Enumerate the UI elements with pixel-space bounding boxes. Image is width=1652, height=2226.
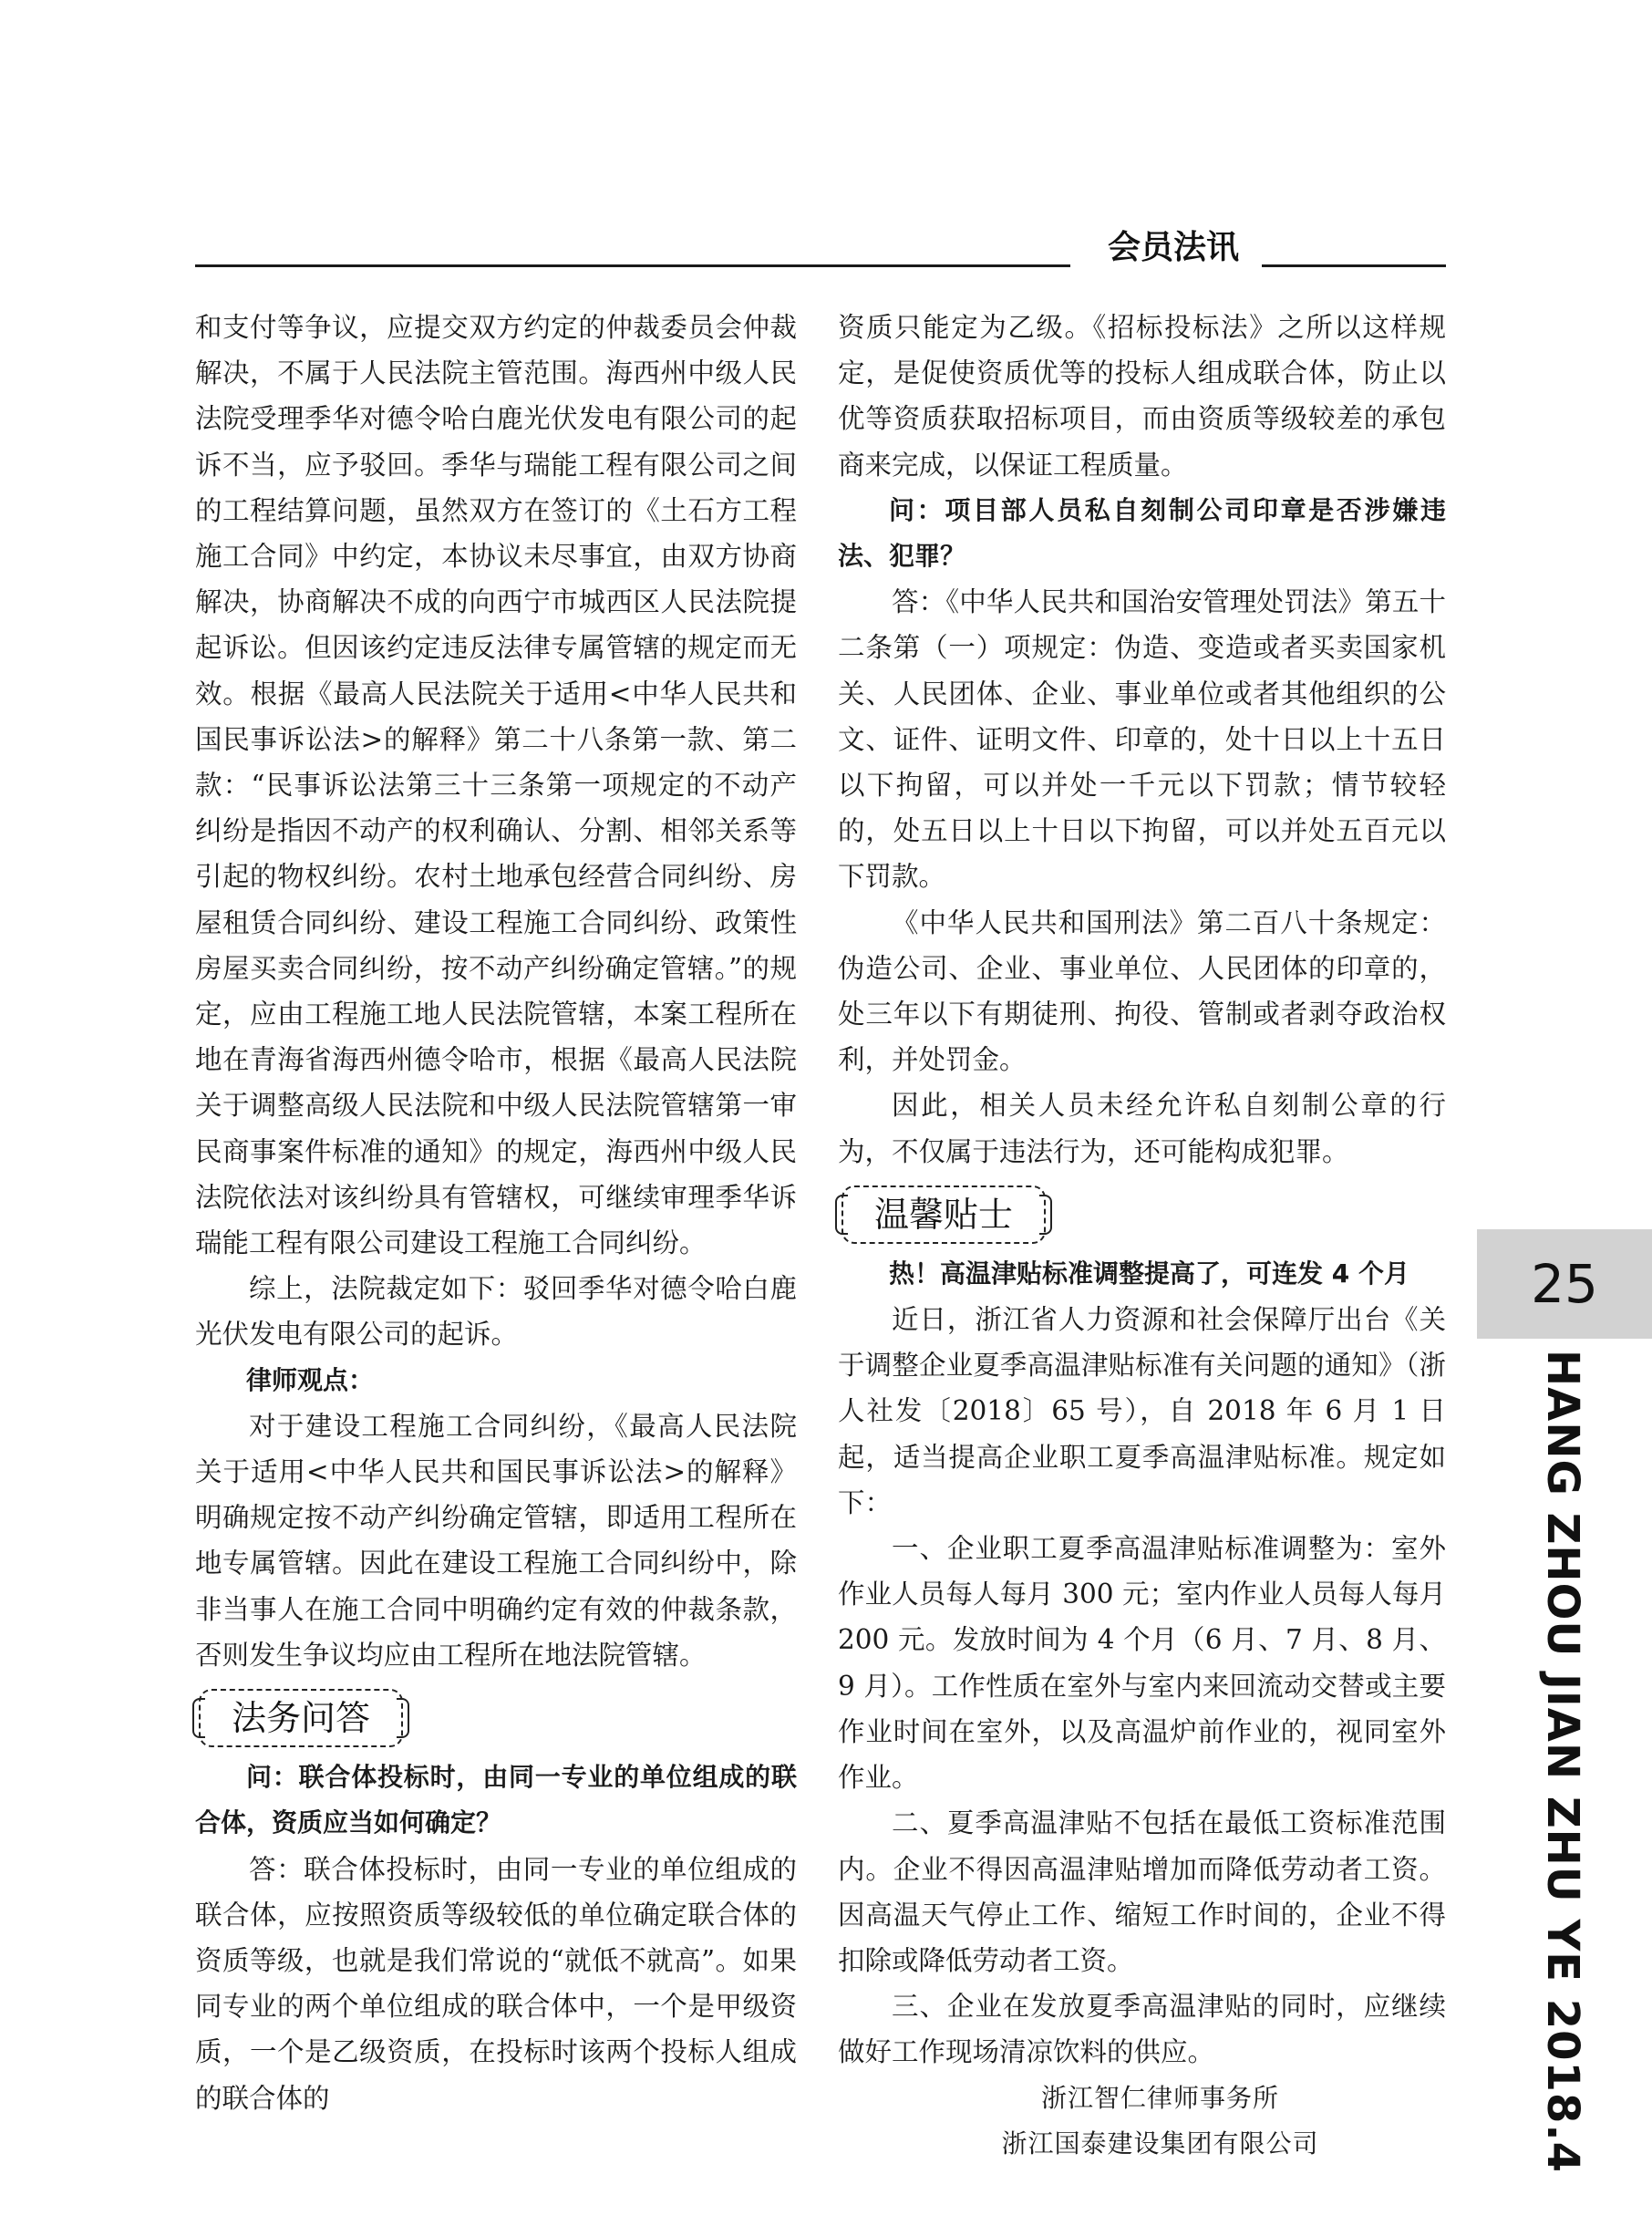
page-number: 25 [1531, 1253, 1598, 1315]
paragraph: 资质只能定为乙级。《招标投标法》之所以这样规定，是促使资质优等的投标人组成联合体，防止以优等资质获取招标项目，而由资质等级较差的承包商来完成，以保证工程质量。 [838, 312, 1446, 481]
paragraph: 综上，法院裁定如下：驳回季华对德令哈白鹿光伏发电有限公司的起诉。 [195, 1273, 797, 1351]
paragraph: 和支付等争议，应提交双方约定的仲裁委员会仲裁解决，不属于人民法院主管范围。海西州中级人民法院受理季华对德令哈白鹿光伏发电有限公司的起诉不当，应予驳回。季华与瑞能工程有限公司之间的工程结算问题，虽然双方在签订的《土石方工程施工合同》中约定，本协议未尽事宜，由双方协商解决，协商解决不成的向西宁市城西区人民法院提起诉讼。但因该约定违反法律专属管辖的规定而无效。根据《最高人民法院关于适用<中华人民共和国民事诉讼法>的解释》第二十八条第一款、第二款：“民事诉讼法第三十三条第一项规定的不动产纠纷是指因不动产的权利确认、分割、相邻关系等引起的物权纠纷。农村土地承包经营合同纠纷、房屋租赁合同纠纷、建设工程施工合同纠纷、政策性房屋买卖合同纠纷，按不动产纠纷确定管辖。”的规定，应由工程施工地人民法院管辖，本案工程所在地在青海省海西州德令哈市，根据《最高人民法院关于调整高级人民法院和中级人民法院管辖第一审民商事案件标准的通知》的规定，海西州中级人民法院依法对该纠纷具有管辖权，可继续审理季华诉瑞能工程有限公司建设工程施工合同纠纷。 [195, 312, 797, 1259]
bracket-left-ornament [192, 1698, 205, 1738]
tip-heading: 热！高温津贴标准调整提高了，可连发 4 个月 [889, 1258, 1409, 1289]
question-heading: 问：联合体投标时，由同一专业的单位组成的联合体，资质应当如何确定？ [195, 1762, 797, 1838]
journal-vertical-title [1537, 1350, 1588, 2173]
question-heading: 问：项目部人员私自刻制公司印章是否涉嫌违法、犯罪？ [838, 494, 1446, 572]
bracket-right-ornament [1039, 1195, 1052, 1235]
paragraph: 一、企业职工夏季高温津贴标准调整为：室外作业人员每人每月 300 元；室内作业人员每人每月 200 元。发放时间为 4 个月（6 月、7 月、8 月、9 月）。工作性质在室外与室内来回流动交替或主要作业时间在室外，以及高温炉前作业的，视同室外作业。 [838, 1533, 1446, 1794]
journal-name-issue: HANG ZHOU JIAN ZHU YE 2018.4 [1537, 1350, 1588, 2173]
left-column [195, 305, 797, 2121]
paragraph: 二、夏季高温津贴不包括在最低工资标准范围内。企业不得因高温津贴增加而降低劳动者工资。因高温天气停止工作、缩短工作时间的，企业不得扣除或降低劳动者工资。 [838, 1807, 1446, 1976]
paragraph: 对于建设工程施工合同纠纷，《最高人民法院关于适用<中华人民共和国民事诉讼法>的解释》明确规定按不动产纠纷确定管辖，即适用工程所在地专属管辖。因此在建设工程施工合同纠纷中，除非当事人在施工合同中明确约定有效的仲裁条款，否则发生争议均应由工程所在地法院管辖。 [195, 1410, 797, 1671]
section-title: 会员法讯 [1107, 229, 1239, 266]
paragraph: 近日，浙江省人力资源和社会保障厅出台《关于调整企业夏季高温津贴标准有关问题的通知》（浙人社发〔2018〕65 号），自 2018 年 6 月 1 日起，适当提高企业职工夏季高温津贴标准。规定如下： [838, 1304, 1446, 1518]
legal-qa-label: 法务问答 [232, 1698, 371, 1739]
signature-law-firm: 浙江智仁律师事务所 [1040, 2082, 1279, 2113]
right-column [838, 305, 1446, 2167]
signature-company: 浙江国泰建设集团有限公司 [1001, 2128, 1319, 2159]
bracket-right-ornament [397, 1698, 409, 1738]
page-number-tab [1477, 1229, 1652, 1339]
answer-paragraph: 答：联合体投标时，由同一专业的单位组成的联合体，应按照资质等级较低的单位确定联合体的资质等级，也就是我们常说的“就低不就高”。如果同专业的两个单位组成的联合体中，一个是甲级资质，一个是乙级资质，在投标时该两个投标人组成的联合体的 [195, 1853, 797, 2114]
header-rule-right [1262, 264, 1446, 267]
lawyer-opinion-heading: 律师观点： [246, 1364, 375, 1395]
legal-qa-box-title [199, 1689, 403, 1747]
bracket-left-ornament [835, 1195, 848, 1235]
tips-box-title [841, 1185, 1046, 1244]
paragraph: 因此，相关人员未经允许私自刻制公章的行为，不仅属于违法行为，还可能构成犯罪。 [838, 1090, 1446, 1167]
paragraph: 三、企业在发放夏季高温津贴的同时，应继续做好工作现场清凉饮料的供应。 [838, 1991, 1446, 2068]
header-rule-left [195, 264, 1070, 267]
answer-paragraph: 答：《中华人民共和国治安管理处罚法》第五十二条第（一）项规定：伪造、变造或者买卖国家机关、人民团体、企业、事业单位或者其他组织的公文、证件、证明文件、印章的，处十日以上十五日以下拘留，可以并处一千元以下罚款；情节较轻的，处五日以上十日以下拘留，可以并处五百元以下罚款。 [838, 586, 1446, 893]
paragraph: 《中华人民共和国刑法》第二百八十条规定：伪造公司、企业、事业单位、人民团体的印章的，处三年以下有期徒刑、拘役、管制或者剥夺政治权利，并处罚金。 [838, 906, 1446, 1076]
tips-label: 温馨贴士 [874, 1194, 1014, 1235]
